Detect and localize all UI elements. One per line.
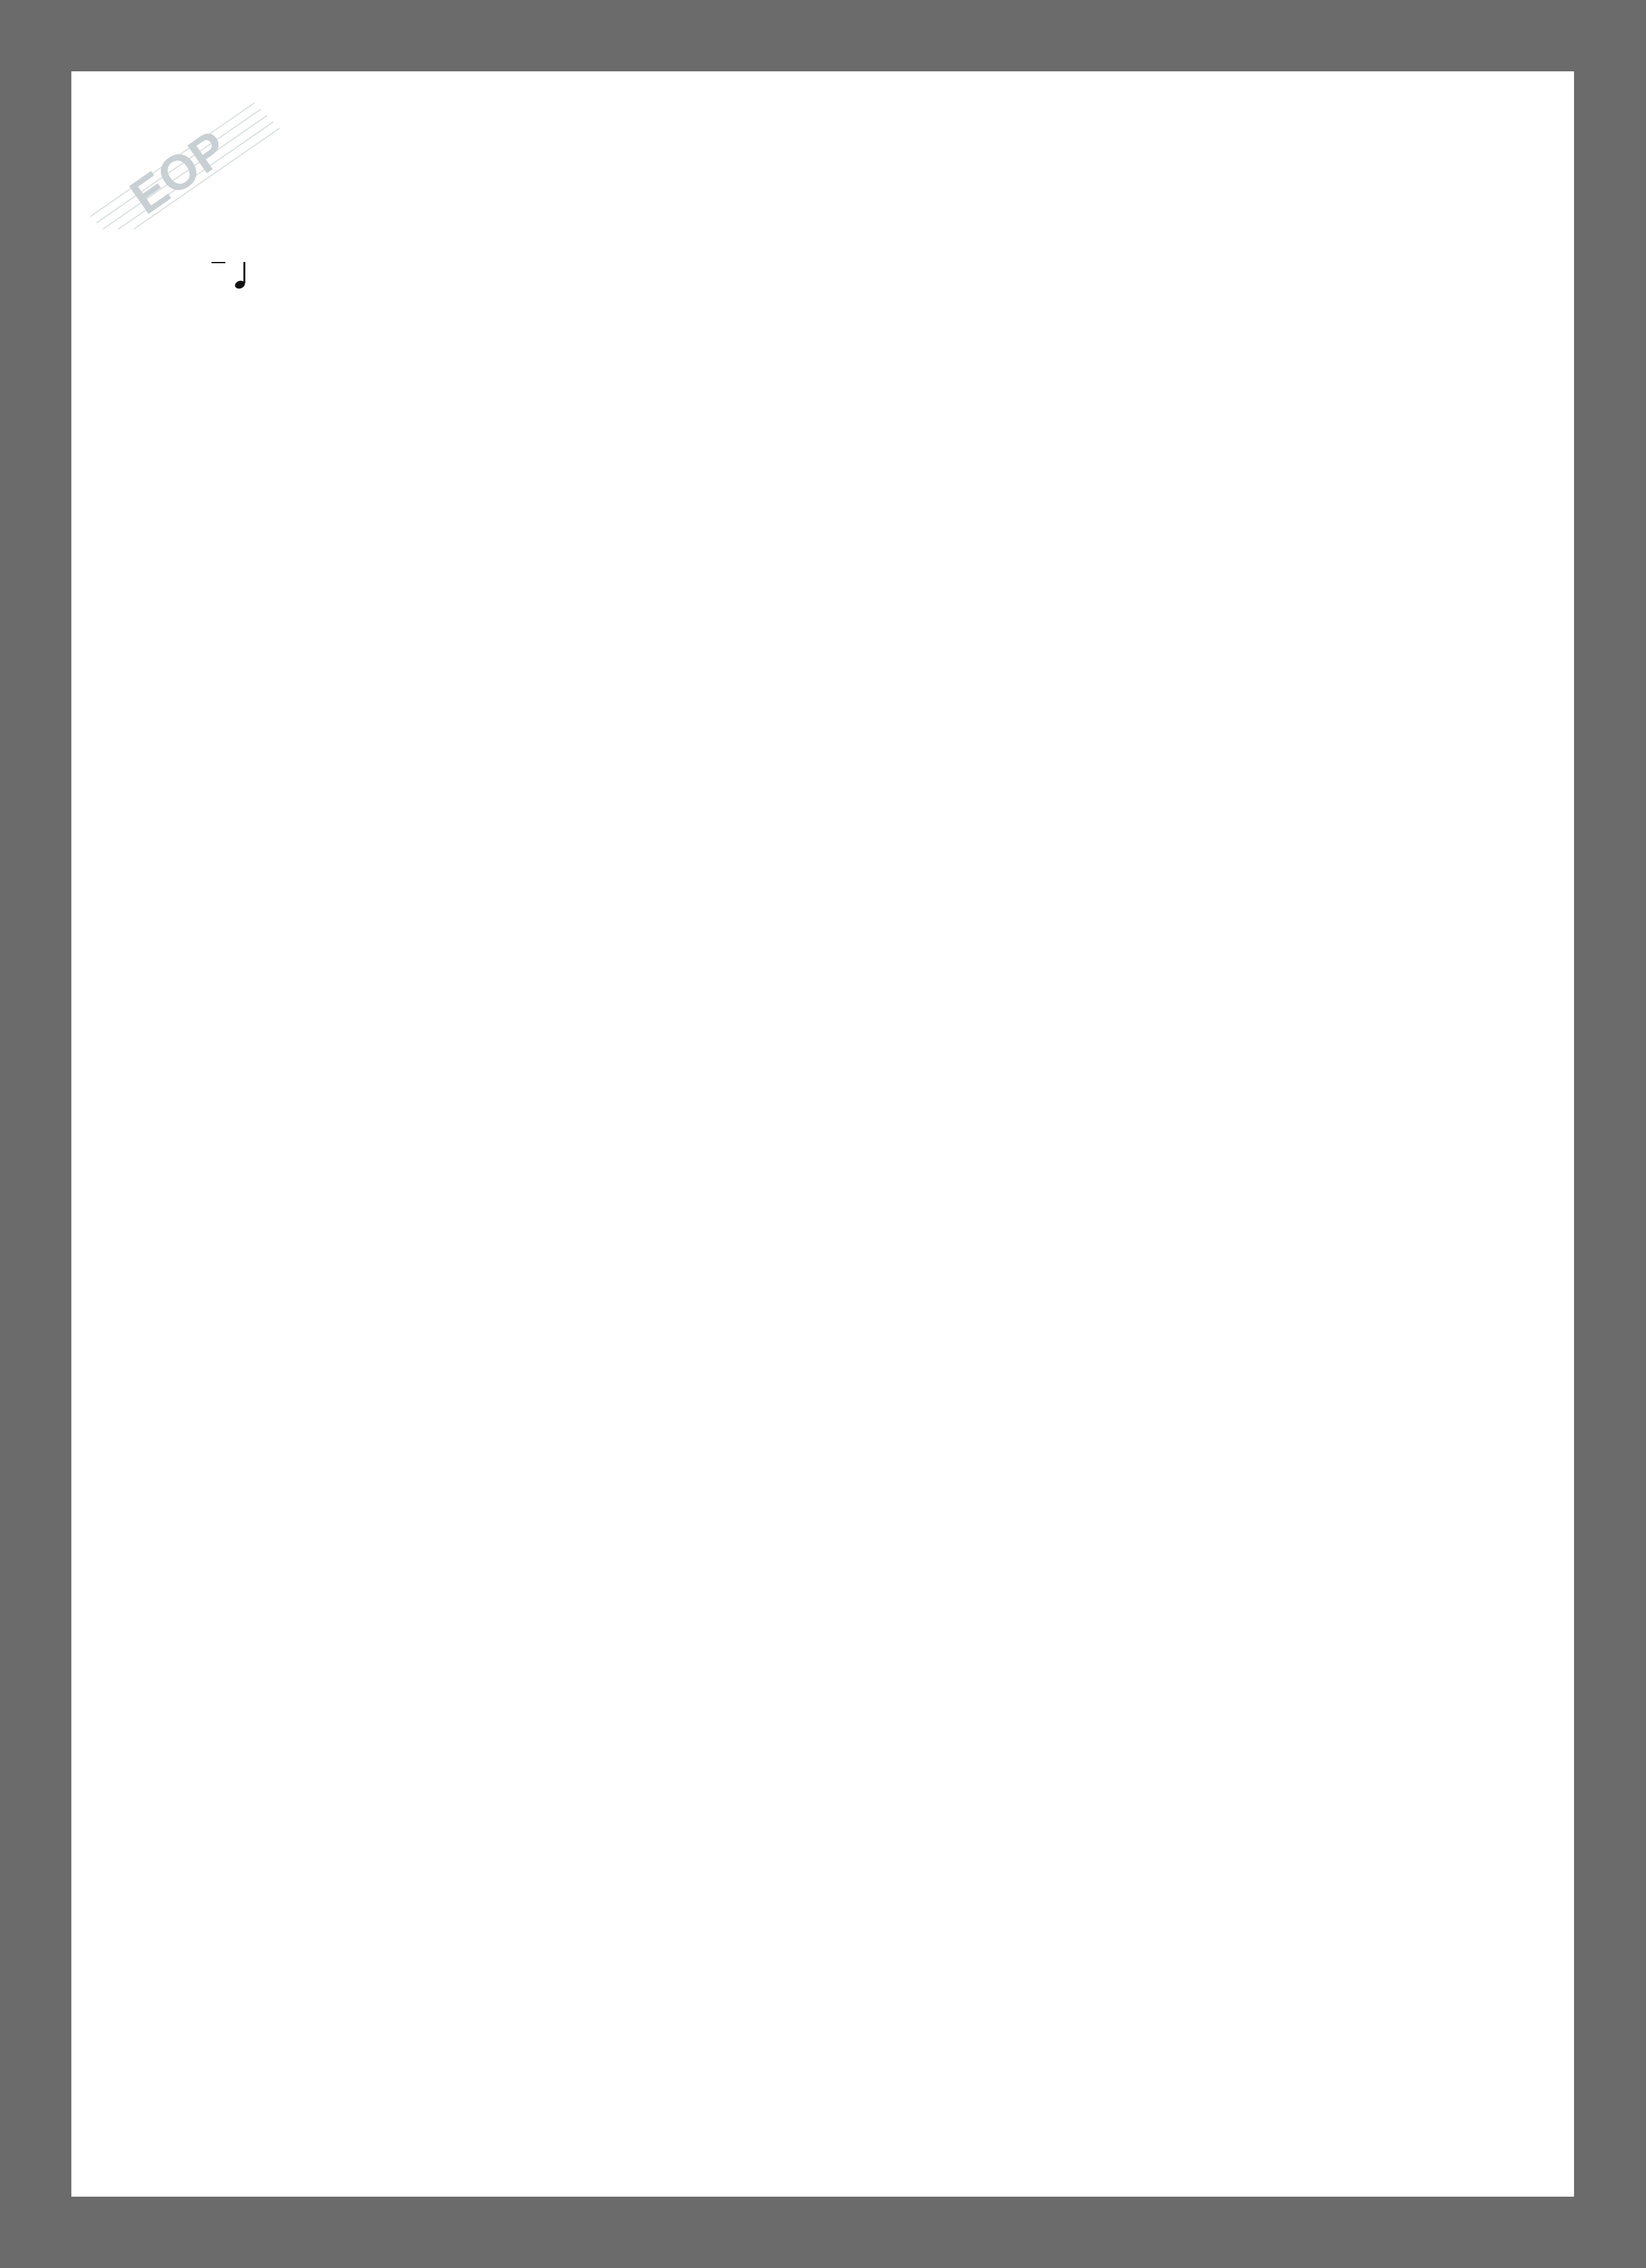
sheet-page	[71, 71, 1574, 2197]
time-signature	[212, 261, 225, 263]
eop-watermark-logo	[90, 90, 280, 229]
quarter-note-icon	[234, 261, 248, 294]
svg-text:EOP: EOP	[120, 119, 237, 225]
